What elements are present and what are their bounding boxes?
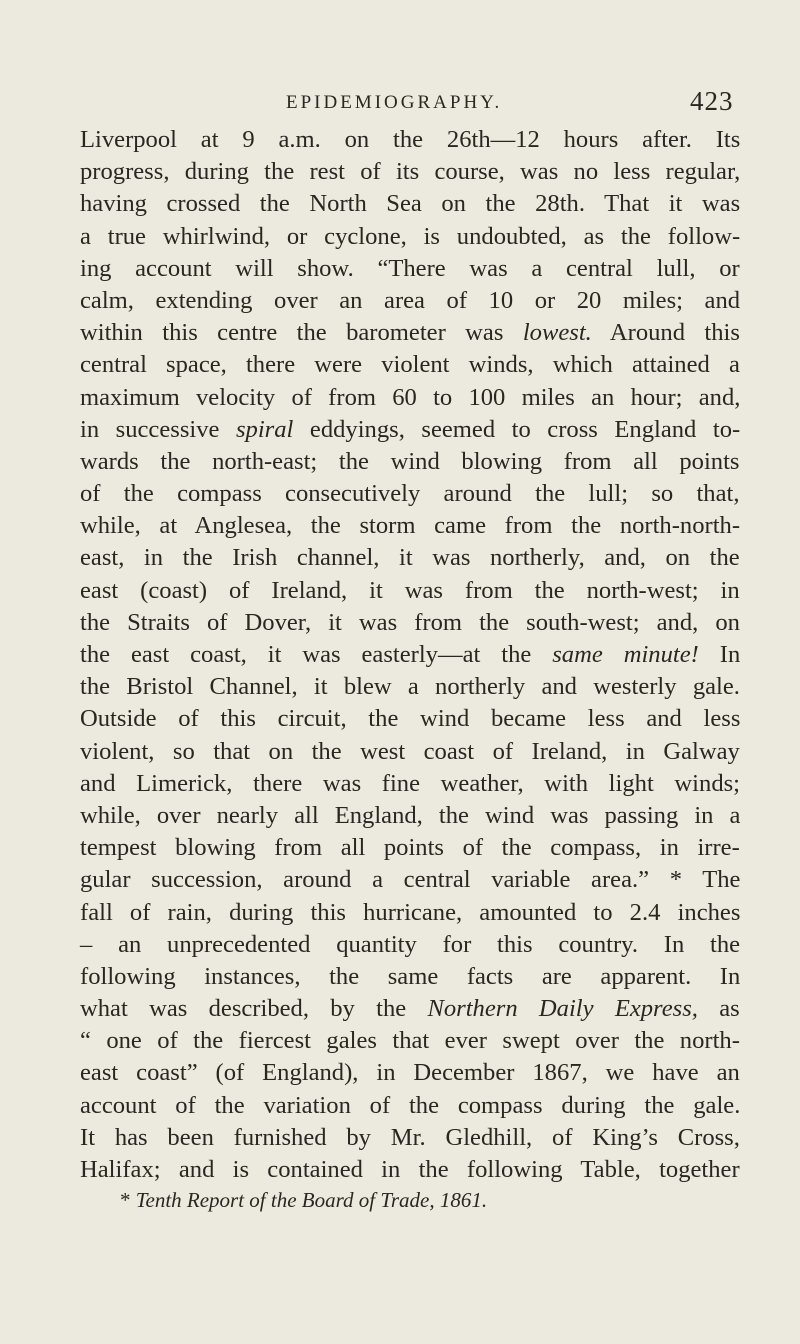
line-text: wards the north-east; the wind blowing from all points xyxy=(80,447,740,475)
line-text: It has been furnished by Mr. Gledhill, of King’s Cross, xyxy=(80,1123,740,1151)
line-text: the east coast, it was easterly—at the xyxy=(80,641,553,668)
line-text: of the compass consecutively around the lull; so that, xyxy=(80,480,740,508)
text-line xyxy=(80,961,740,993)
line-text: east coast” (of England), in December 1867, we have an xyxy=(80,1059,740,1087)
line-text: progress, during the rest of its course, was no less regular, xyxy=(80,158,741,186)
line-text: fall of rain, during this hurricane, amounted to 2.4 inches xyxy=(80,898,741,926)
text-line xyxy=(80,800,740,832)
text-line xyxy=(80,993,740,1025)
italic-text: same minute! xyxy=(552,641,699,668)
text-line xyxy=(80,1057,740,1089)
line-text: Outside of this circuit, the wind became less and less xyxy=(80,705,741,733)
line-text: the Bristol Channel, it blew a northerly and westerly gale. xyxy=(80,673,740,701)
text-line xyxy=(80,414,740,446)
text-line xyxy=(80,736,740,768)
line-text: within this centre the barometer was xyxy=(80,319,523,347)
text-line xyxy=(80,478,740,510)
body-text xyxy=(80,124,740,1186)
text-line xyxy=(80,510,740,542)
line-text: gular succession, around a central variable area.” * The xyxy=(80,866,741,894)
line-text: Liverpool at 9 a.m. on the 26th—12 hours after. Its xyxy=(80,126,741,153)
line-text: account of the variation of the compass during the gale. xyxy=(80,1091,741,1119)
text-line xyxy=(80,317,740,349)
line-text: east (coast) of Ireland, it was from the north-west; in xyxy=(80,576,740,604)
text-line xyxy=(80,253,740,285)
line-text: eddyings, seemed to cross England to- xyxy=(293,415,741,443)
text-line xyxy=(80,446,740,478)
text-line xyxy=(80,285,740,317)
footnote-marker: * xyxy=(120,1188,136,1213)
line-text: having crossed the North Sea on the 28th. That it was xyxy=(80,190,741,218)
text-line xyxy=(80,188,740,220)
line-text: while, over nearly all England, the wind was passing in a xyxy=(80,801,741,829)
line-text: Halifax; and is contained in the following Table, together xyxy=(80,1156,740,1183)
text-line xyxy=(80,542,740,574)
running-title: EPIDEMIOGRAPHY. xyxy=(286,92,503,113)
footnote xyxy=(120,1188,487,1212)
text-line xyxy=(80,607,740,639)
text-line xyxy=(80,575,740,607)
text-line xyxy=(80,897,740,929)
line-text: calm, extending over an area of 10 or 20 miles; and xyxy=(80,286,741,314)
text-line xyxy=(80,382,740,414)
text-line xyxy=(80,1025,740,1057)
text-line xyxy=(80,832,740,864)
text-line xyxy=(80,221,740,253)
line-text: and Limerick, there was fine weather, with light winds; xyxy=(80,769,741,797)
text-line xyxy=(80,124,740,156)
line-text: the Straits of Dover, it was from the south-west; and, on xyxy=(80,608,740,636)
text-line xyxy=(80,349,740,381)
line-text: in successive xyxy=(80,415,236,443)
line-text: In xyxy=(698,641,741,668)
line-text: central space, there were violent winds, which attained a xyxy=(80,351,740,379)
page-number: 423 xyxy=(690,86,734,116)
text-line xyxy=(80,1154,740,1186)
line-text: maximum velocity of from 60 to 100 miles an hour; and, xyxy=(80,383,741,411)
text-line xyxy=(80,671,740,703)
text-line xyxy=(80,1090,740,1122)
footnote-text: Tenth Report of the Board of Trade, 1861. xyxy=(135,1188,488,1213)
italic-text: Northern Daily Express, xyxy=(427,995,698,1023)
text-line xyxy=(80,703,740,735)
text-line xyxy=(80,929,740,961)
line-text: Around this xyxy=(591,319,740,347)
line-text: – an unprecedented quantity for this country. In the xyxy=(80,930,741,958)
text-line xyxy=(80,1122,740,1154)
line-text: a true whirlwind, or cyclone, is undoubted, as the follow- xyxy=(80,222,741,250)
line-text: while, at Anglesea, the storm came from the north-north- xyxy=(80,512,741,540)
text-line xyxy=(80,768,740,800)
text-line xyxy=(80,639,740,671)
text-line xyxy=(80,156,740,188)
italic-text: lowest. xyxy=(522,319,592,347)
line-text: ing account will show. “There was a central lull, or xyxy=(80,254,740,282)
text-line xyxy=(80,864,740,896)
line-text: “ one of the fiercest gales that ever swept over the north- xyxy=(80,1027,740,1055)
line-text: as xyxy=(697,995,740,1023)
line-text: what was described, by the xyxy=(80,995,428,1023)
italic-text: spiral xyxy=(235,415,294,443)
line-text: tempest blowing from all points of the compass, in irre- xyxy=(80,834,740,862)
line-text: following instances, the same facts are apparent. In xyxy=(80,962,741,990)
line-text: violent, so that on the west coast of Ireland, in Galway xyxy=(80,737,740,765)
line-text: east, in the Irish channel, it was northerly, and, on the xyxy=(80,544,740,572)
